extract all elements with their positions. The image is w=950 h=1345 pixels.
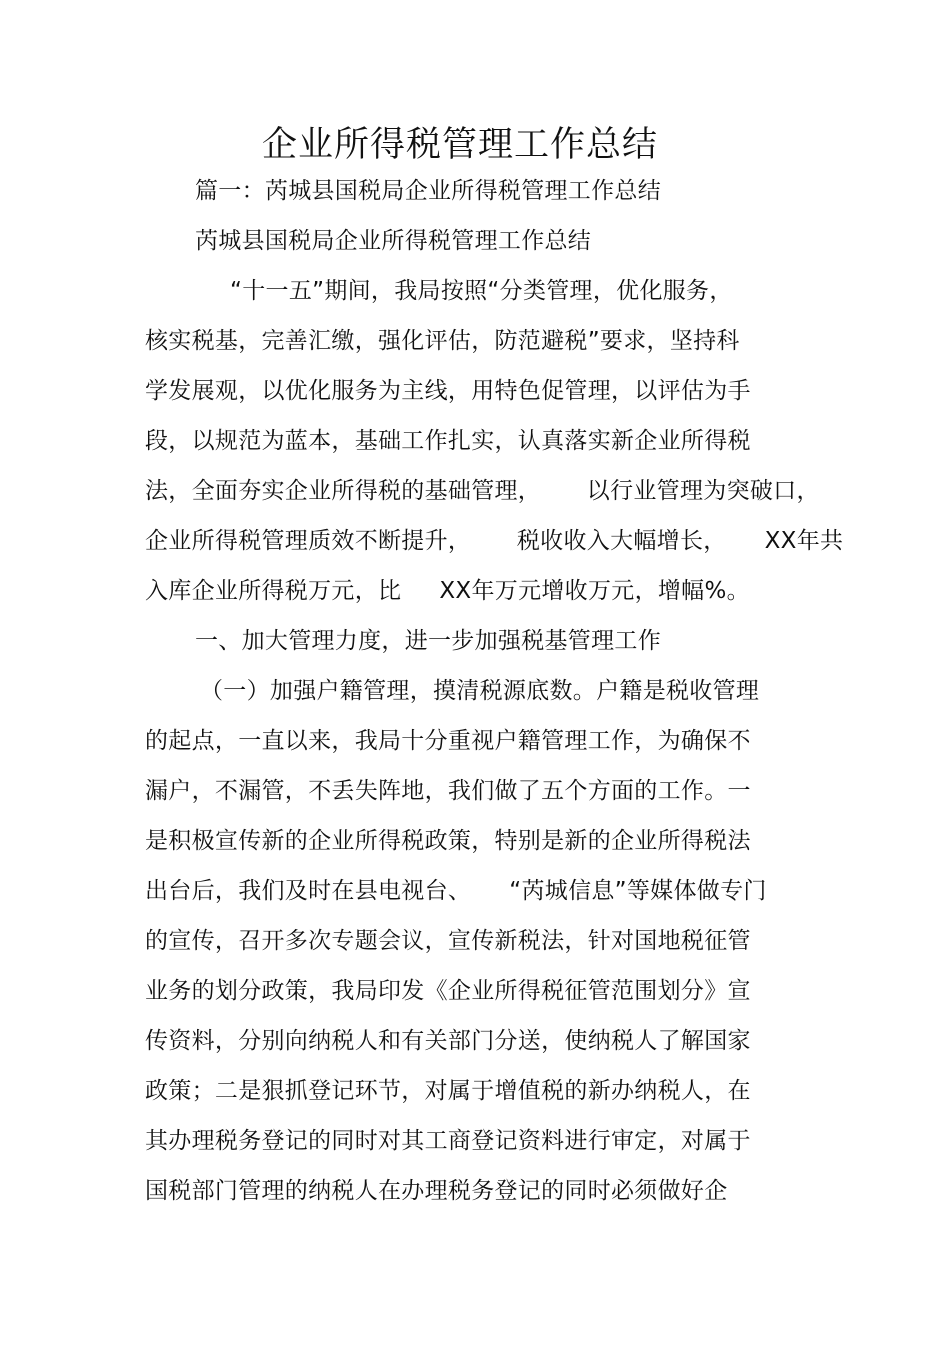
body-line: “十一五”期间，我局按照“分类管理，优化服务， <box>230 278 733 304</box>
body-line: 的宣传，召开多次专题会议，宣传新税法，针对国地税征管 <box>145 928 751 954</box>
body-line: （一）加强户籍管理，摸清税源底数。户籍是税收管理 <box>200 678 760 704</box>
document-subtitle: 篇一：芮城县国税局企业所得税管理工作总结 <box>195 178 661 204</box>
section-heading: 芮城县国税局企业所得税管理工作总结 <box>195 228 592 254</box>
body-line: 入库企业所得税万元，比 XX年万元增收万元，增幅%。 <box>145 578 750 604</box>
body-line: 政策；二是狠抓登记环节，对属于增值税的新办纳税人，在 <box>145 1078 751 1104</box>
body-line: 国税部门管理的纳税人在办理税务登记的同时必须做好企 <box>145 1178 728 1204</box>
body-line: 是积极宣传新的企业所得税政策，特别是新的企业所得税法 <box>145 828 751 854</box>
body-line: 漏户，不漏管，不丢失阵地，我们做了五个方面的工作。一 <box>145 778 751 804</box>
document-title: 企业所得税管理工作总结 <box>261 125 658 165</box>
body-line: 核实税基，完善汇缴，强化评估，防范避税”要求，坚持科 <box>145 328 740 354</box>
body-line: 的起点，一直以来，我局十分重视户籍管理工作，为确保不 <box>145 728 751 754</box>
body-line: 出台后，我们及时在县电视台、 “芮城信息”等媒体做专门 <box>145 878 767 904</box>
body-line: 业务的划分政策，我局印发《企业所得税征管范围划分》宣 <box>145 978 751 1004</box>
body-line: 段，以规范为蓝本，基础工作扎实，认真落实新企业所得税 <box>145 428 751 454</box>
body-line: 传资料，分别向纳税人和有关部门分送，使纳税人了解国家 <box>145 1028 751 1054</box>
body-line: 企业所得税管理质效不断提升， 税收收入大幅增长， XX年共 <box>145 528 844 554</box>
body-line: 学发展观，以优化服务为主线，用特色促管理，以评估为手 <box>145 378 751 404</box>
body-line: 其办理税务登记的同时对其工商登记资料进行审定，对属于 <box>145 1128 751 1154</box>
body-line: 法，全面夯实企业所得税的基础管理， 以行业管理为突破口， <box>145 478 820 504</box>
section-heading: 一、加大管理力度，进一步加强税基管理工作 <box>195 628 661 654</box>
